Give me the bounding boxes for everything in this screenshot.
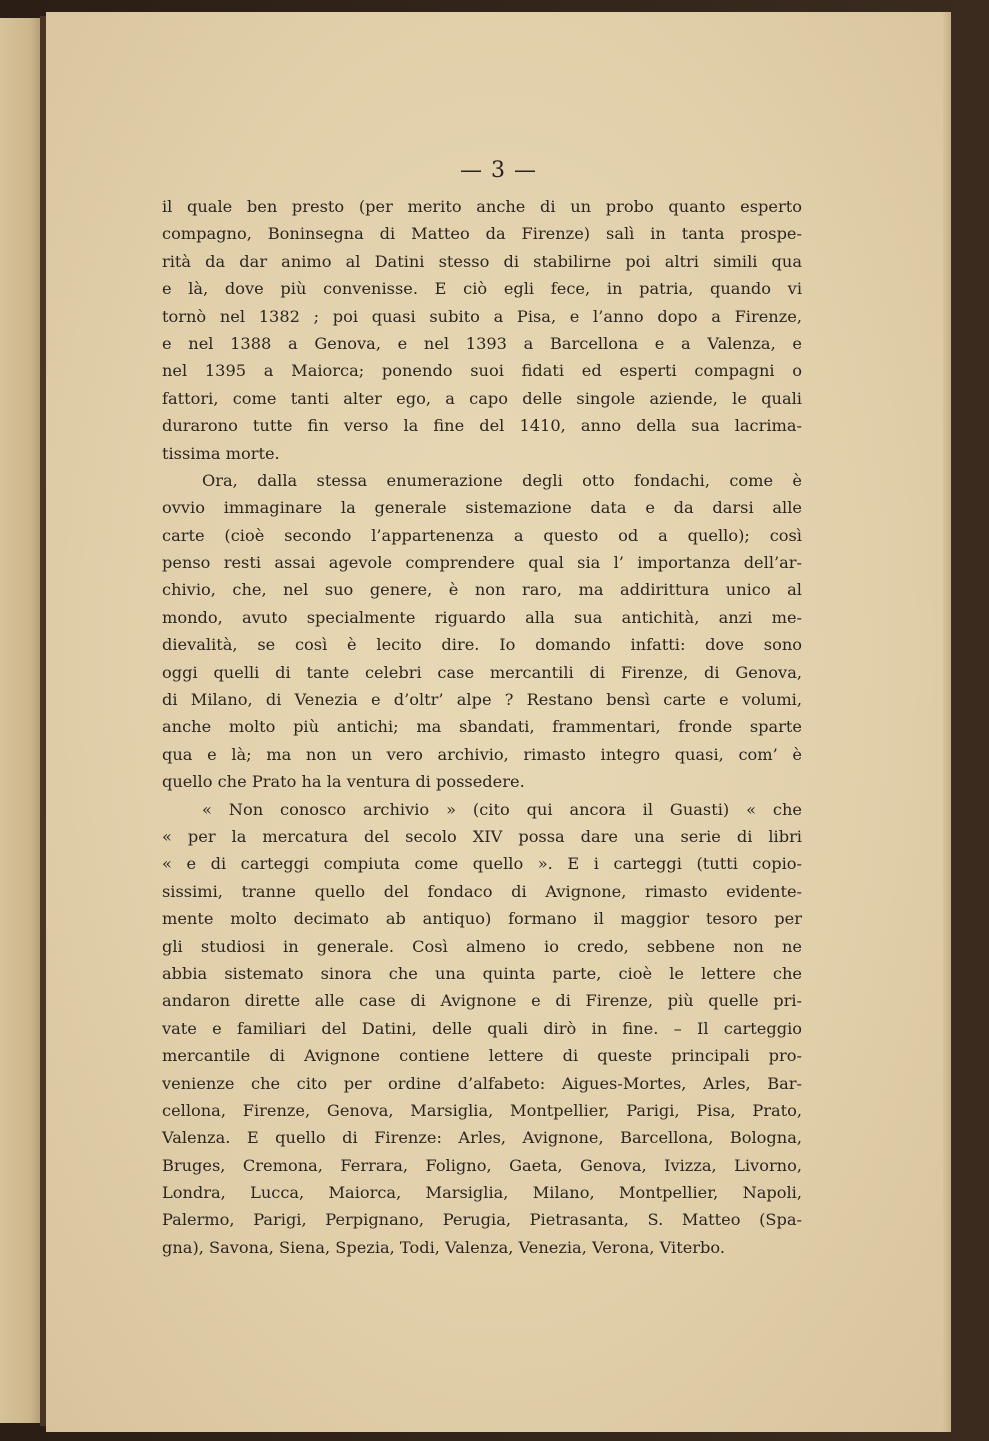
text-line: « per la mercatura del secolo XIV possa dare una serie di libri bbox=[162, 826, 802, 846]
text-line: tornò nel 1382 ; poi quasi subito a Pisa, e l’anno dopo a Firenze, bbox=[162, 306, 802, 326]
text-line: tissima morte. bbox=[162, 443, 280, 463]
text-line: Ora, dalla stessa enumerazione degli otto fondachi, come è bbox=[202, 470, 802, 490]
body-text bbox=[162, 193, 802, 1261]
text-line: fattori, come tanti alter ego, a capo delle singole aziende, le quali bbox=[162, 388, 802, 408]
text-line: gli studiosi in generale. Così almeno io credo, sebbene non ne bbox=[162, 936, 802, 956]
text-line: durarono tutte fin verso la fine del 1410, anno della sua lacrima- bbox=[162, 416, 802, 436]
text-line: andaron dirette alle case di Avignone e di Firenze, più quelle pri- bbox=[162, 991, 802, 1011]
text-line: nel 1395 a Maiorca; ponendo suoi fidati ed esperti compagni o bbox=[162, 361, 802, 381]
text-line: oggi quelli di tante celebri case mercantili di Firenze, di Genova, bbox=[162, 662, 802, 682]
text-line: vate e familiari del Datini, delle quali dirò in fine. – Il carteggio bbox=[162, 1018, 802, 1038]
text-line: anche molto più antichi; ma sbandati, frammentari, fronde sparte bbox=[162, 717, 802, 737]
text-line: il quale ben presto (per merito anche di un probo quanto esperto bbox=[162, 197, 802, 216]
text-line: mondo, avuto specialmente riguardo alla sua antichità, anzi me- bbox=[162, 607, 802, 627]
book-page bbox=[46, 12, 951, 1432]
text-line: qua e là; ma non un vero archivio, rimasto integro quasi, com’ è bbox=[162, 744, 802, 764]
page-edge-shadow bbox=[943, 12, 951, 1432]
text-line: chivio, che, nel suo genere, è non raro, ma addirittura unico al bbox=[162, 580, 802, 600]
text-line: Palermo, Parigi, Perpignano, Perugia, Pietrasanta, S. Matteo (Spa- bbox=[162, 1210, 802, 1230]
text-line: Valenza. E quello di Firenze: Arles, Avignone, Barcellona, Bologna, bbox=[162, 1128, 802, 1148]
text-line: Londra, Lucca, Maiorca, Marsiglia, Milano, Montpellier, Napoli, bbox=[162, 1183, 802, 1203]
text-line: penso resti assai agevole comprendere qual sia l’ importanza dell’ar- bbox=[162, 553, 802, 573]
text-line: venienze che cito per ordine d’alfabeto: Aigues-Mortes, Arles, Bar- bbox=[162, 1073, 802, 1093]
page-number: — 3 — bbox=[460, 158, 537, 183]
text-line: mente molto decimato ab antiquo) formano il maggior tesoro per bbox=[162, 909, 802, 929]
text-line: sissimi, tranne quello del fondaco di Avignone, rimasto evidente- bbox=[162, 881, 802, 901]
text-line: compagno, Boninsegna di Matteo da Firenze) salì in tanta prospe- bbox=[162, 224, 802, 244]
text-line: cellona, Firenze, Genova, Marsiglia, Montpellier, Parigi, Pisa, Prato, bbox=[162, 1100, 802, 1120]
text-line: dievalità, se così è lecito dire. Io domando infatti: dove sono bbox=[162, 635, 802, 655]
facing-page-edge bbox=[0, 18, 42, 1423]
text-line: « Non conosco archivio » (cito qui ancora il Guasti) « che bbox=[202, 799, 802, 819]
text-line: ovvio immaginare la generale sistemazione data e da darsi alle bbox=[162, 498, 802, 518]
text-line: Bruges, Cremona, Ferrara, Foligno, Gaeta, Genova, Ivizza, Livorno, bbox=[162, 1155, 802, 1175]
text-line: rità da dar animo al Datini stesso di stabilirne poi altri simili qua bbox=[162, 251, 802, 271]
text-line: e là, dove più convenisse. E ciò egli fece, in patria, quando vi bbox=[162, 279, 802, 299]
text-line: « e di carteggi compiuta come quello ». E i carteggi (tutti copio- bbox=[162, 854, 802, 874]
text-line: gna), Savona, Siena, Spezia, Todi, Valenza, Venezia, Verona, Viterbo. bbox=[162, 1237, 726, 1257]
text-line: mercantile di Avignone contiene lettere di queste principali pro- bbox=[162, 1046, 802, 1066]
text-line: carte (cioè secondo l’appartenenza a questo od a quello); così bbox=[162, 525, 802, 545]
text-line: abbia sistemato sinora che una quinta parte, cioè le lettere che bbox=[162, 963, 802, 983]
text-line: e nel 1388 a Genova, e nel 1393 a Barcellona e a Valenza, e bbox=[162, 333, 802, 353]
text-line: quello che Prato ha la ventura di possedere. bbox=[162, 772, 525, 792]
text-line: di Milano, di Venezia e d’oltr’ alpe ? Restano bensì carte e volumi, bbox=[162, 690, 802, 710]
